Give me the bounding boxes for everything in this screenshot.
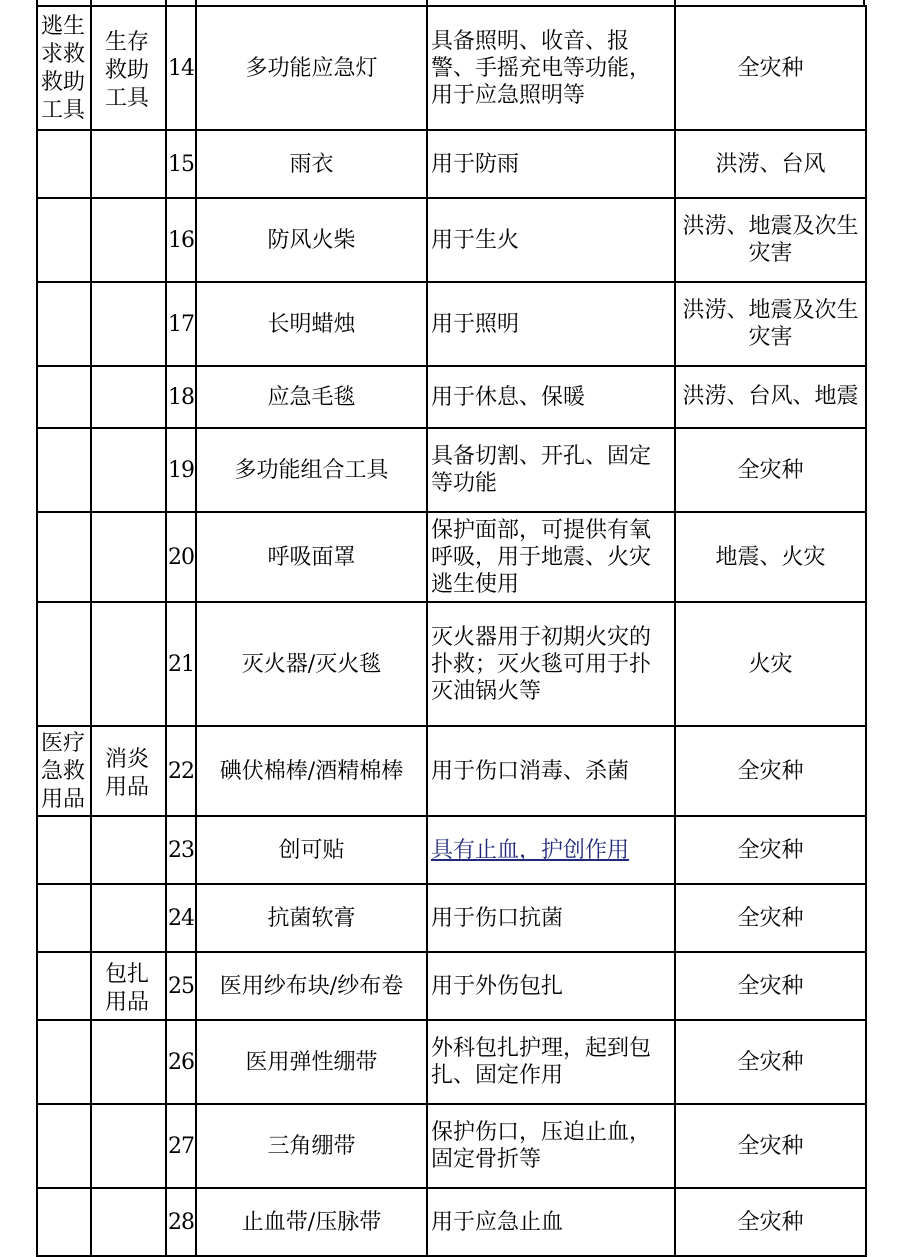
hazard-type-cell: 全灾种 <box>675 6 866 130</box>
subcategory-cell <box>91 428 166 512</box>
item-description-cell: 外科包扎护理，起到包扎、固定作用 <box>427 1020 675 1104</box>
subcategory-cell <box>91 282 166 366</box>
table-row <box>37 366 866 428</box>
item-name-cell: 抗菌软膏 <box>196 884 427 952</box>
subcategory-cell <box>91 130 166 198</box>
hazard-type-cell: 地震、火灾 <box>675 512 866 602</box>
table-row <box>37 1188 866 1256</box>
table-row <box>37 602 866 726</box>
item-name-cell: 碘伏棉棒/酒精棉棒 <box>196 726 427 816</box>
item-description-cell <box>427 816 675 884</box>
item-name-cell: 雨衣 <box>196 130 427 198</box>
item-number-cell: 17 <box>166 282 196 366</box>
item-description-cell: 用于外伤包扎 <box>427 952 675 1020</box>
category-cell <box>37 428 91 512</box>
item-description-cell: 用于生火 <box>427 198 675 282</box>
table-row <box>37 512 866 602</box>
subcategory-cell: 消炎用品 <box>91 726 166 816</box>
item-number-cell: 24 <box>166 884 196 952</box>
underlined-description-text: 具有止血，护创作用 <box>431 837 630 863</box>
item-number-cell: 21 <box>166 602 196 726</box>
subcategory-cell <box>91 366 166 428</box>
item-number-cell: 27 <box>166 1104 196 1188</box>
item-name-cell: 医用纱布块/纱布卷 <box>196 952 427 1020</box>
hazard-type-cell: 全灾种 <box>675 1020 866 1104</box>
hazard-type-cell: 全灾种 <box>675 428 866 512</box>
item-number-cell: 18 <box>166 366 196 428</box>
hazard-type-cell: 全灾种 <box>675 1188 866 1256</box>
subcategory-cell <box>91 602 166 726</box>
subcategory-cell: 生存救助工具 <box>91 6 166 130</box>
table-row <box>37 816 866 884</box>
item-name-cell: 医用弹性绷带 <box>196 1020 427 1104</box>
item-name-cell: 多功能应急灯 <box>196 6 427 130</box>
subcategory-cell <box>91 1104 166 1188</box>
item-number-cell: 14 <box>166 6 196 130</box>
category-cell <box>37 602 91 726</box>
subcategory-cell <box>91 1188 166 1256</box>
table-row <box>37 1020 866 1104</box>
table-row <box>37 130 866 198</box>
table-row <box>37 952 866 1020</box>
table-row <box>37 726 866 816</box>
category-cell <box>37 1020 91 1104</box>
table-row <box>37 1104 866 1188</box>
category-cell: 医疗急救用品 <box>37 726 91 816</box>
category-cell <box>37 512 91 602</box>
hazard-type-cell: 洪涝、台风 <box>675 130 866 198</box>
category-cell <box>37 884 91 952</box>
category-cell <box>37 816 91 884</box>
item-name-cell: 三角绷带 <box>196 1104 427 1188</box>
item-name-cell: 长明蜡烛 <box>196 282 427 366</box>
item-name-cell: 呼吸面罩 <box>196 512 427 602</box>
subcategory-cell <box>91 198 166 282</box>
table-row <box>37 282 866 366</box>
item-number-cell: 22 <box>166 726 196 816</box>
category-cell <box>37 952 91 1020</box>
item-number-cell: 16 <box>166 198 196 282</box>
item-name-cell: 防风火柴 <box>196 198 427 282</box>
table-row <box>37 428 866 512</box>
item-number-cell: 26 <box>166 1020 196 1104</box>
category-cell: 逃生求救救助工具 <box>37 6 91 130</box>
item-description-cell: 用于伤口抗菌 <box>427 884 675 952</box>
item-name-cell: 创可贴 <box>196 816 427 884</box>
item-description-cell: 保护伤口，压迫止血，固定骨折等 <box>427 1104 675 1188</box>
hazard-type-cell: 全灾种 <box>675 952 866 1020</box>
subcategory-cell <box>91 816 166 884</box>
hazard-type-cell: 火灾 <box>675 602 866 726</box>
category-cell <box>37 1104 91 1188</box>
subcategory-cell <box>91 884 166 952</box>
category-cell <box>37 366 91 428</box>
item-number-cell: 25 <box>166 952 196 1020</box>
item-description-cell: 具备切割、开孔、固定等功能 <box>427 428 675 512</box>
item-name-cell: 灭火器/灭火毯 <box>196 602 427 726</box>
item-number-cell: 20 <box>166 512 196 602</box>
hazard-type-cell: 全灾种 <box>675 816 866 884</box>
emergency-supplies-table <box>36 5 867 1257</box>
hazard-type-cell: 全灾种 <box>675 884 866 952</box>
table-row <box>37 198 866 282</box>
subcategory-cell: 包扎用品 <box>91 952 166 1020</box>
hazard-type-cell: 洪涝、地震及次生灾害 <box>675 198 866 282</box>
item-description-cell: 灭火器用于初期火灾的扑救；灭火毯可用于扑灭油锅火等 <box>427 602 675 726</box>
table-row <box>37 884 866 952</box>
item-name-cell: 止血带/压脉带 <box>196 1188 427 1256</box>
hazard-type-cell: 全灾种 <box>675 1104 866 1188</box>
item-description-cell: 用于防雨 <box>427 130 675 198</box>
item-description-cell: 用于应急止血 <box>427 1188 675 1256</box>
item-name-cell: 多功能组合工具 <box>196 428 427 512</box>
item-name-cell: 应急毛毯 <box>196 366 427 428</box>
category-cell <box>37 1188 91 1256</box>
hazard-type-cell: 洪涝、台风、地震 <box>675 366 866 428</box>
category-cell <box>37 198 91 282</box>
item-number-cell: 15 <box>166 130 196 198</box>
subcategory-cell <box>91 512 166 602</box>
hazard-type-cell: 全灾种 <box>675 726 866 816</box>
hazard-type-cell: 洪涝、地震及次生灾害 <box>675 282 866 366</box>
item-number-cell: 23 <box>166 816 196 884</box>
item-description-cell: 用于伤口消毒、杀菌 <box>427 726 675 816</box>
category-cell <box>37 282 91 366</box>
item-number-cell: 28 <box>166 1188 196 1256</box>
item-description-cell: 具备照明、收音、报警、手摇充电等功能，用于应急照明等 <box>427 6 675 130</box>
subcategory-cell <box>91 1020 166 1104</box>
item-description-cell: 保护面部，可提供有氧呼吸，用于地震、火灾逃生使用 <box>427 512 675 602</box>
category-cell <box>37 130 91 198</box>
table-row <box>37 6 866 130</box>
item-description-cell: 用于休息、保暖 <box>427 366 675 428</box>
item-number-cell: 19 <box>166 428 196 512</box>
item-description-cell: 用于照明 <box>427 282 675 366</box>
